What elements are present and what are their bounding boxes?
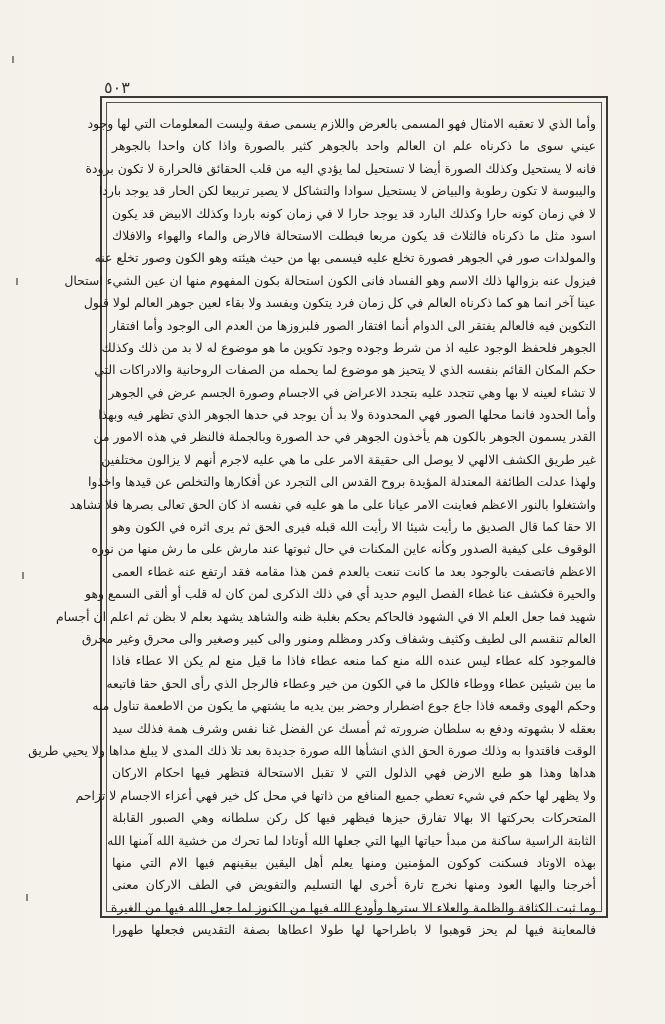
main-text-block <box>28 113 596 941</box>
text-line: ولهذا عدلت الطائفة المعتدلة المؤيدة بروح القدس الى التجرد عن أفكارها والتخلص عن قيدها واخذوا <box>87 474 596 490</box>
text-line: التكوين فيه فالعالم يفتقر الى الدوام أنما افتقار الصور فلبروزها من العدم الى الوجود وأما افتقار <box>110 317 596 333</box>
text-line: فانه لا يستحيل وكذلك الصورة أيضا لا تستحيل لما يؤدي اليه من قلب الحقائق فالحرارة لا تكون برودة <box>85 160 596 176</box>
text-line: الجوهر فلحفظ الوجود عليه اذ من شرط وجوده وجود تكوين ما هو موضوع له لا بد من ذلك وكذلك <box>101 339 596 355</box>
text-line: وحكم الهوى وقمعه فاذا جاع جوع اضطرار وحضر بين يديه ما يشتهي ما يكون من الاطعمة تناول منه <box>92 698 596 714</box>
text-line: فالمعاينة فيها لم يحز قوهبوا لا باطراحها لها طولا اعطاها بصفة التقديس فجعلها طهورا <box>112 922 596 938</box>
page-number: ٥٠٣ <box>104 78 130 97</box>
text-line: لا في زمان كونه حارا وكذلك البارد قد يوجد حارا لا في زمان كونه باردا وكذلك الابيض قد يكون <box>112 205 596 221</box>
text-line: شهيد فما جعل العلم الا في الشهود فالحاكم بحكم بغلبة ظنه والشاهد يشهد بعلم لا بظن ثم اعلم ان أجسام <box>55 608 596 624</box>
text-line: وما ثبت الكثافة والظلمة والعلاء الا سترها وأودع الله فيها من الكنوز لما جعل الله فيها من الغيرة <box>110 899 596 915</box>
text-line: لا تشاء لعينه لا بها وهي تتجدد عليه بتجدد الاعراض في الاجسام وصورة الجسم عرض في الجوهر <box>108 384 596 400</box>
text-line: فيزول عنه بزوالها ذلك الاسم وهو الفساد فانى الكون استحالة بكون المفهوم منها ان عين الشيء استحال <box>64 272 596 288</box>
text-line: الوقت فاقتدوا به وذلك صورة الحق الذي انشأها الله صورة جديدة بعد تلا ذلك المدى لا يبلغ مداها ولا يحيي طريق <box>28 742 596 758</box>
text-line: بهذه الاوتاد فسكنت كوكون المؤمنين ومنها يعلم أهل اليقين بيقينهم فيها الام التي منها <box>112 854 596 870</box>
text-line: وأما الذي لا تعقبه الامثال فهو المسمى بالعرض واللازم يسمى صفة وليست المعلومات التي لها وجود <box>87 116 596 131</box>
text-line: حكم المكان القائم بنفسه الذي لا يتحيز هو موضوع لما يحمله من الصفات الروحانية والادراكات التي <box>94 362 596 378</box>
margin-mark <box>16 278 18 285</box>
margin-mark <box>22 572 24 579</box>
text-line: الوقوف على كيفية الصدور وكأنه عاين المكنات في حال ثبوتها عند مارش على ما رش منها من نوره <box>91 541 596 557</box>
text-line: وأما الحدود فانما محلها الصور فهي المحدودة ولا بد أن يوجد في حدها الجوهر الذي تظهر فيه وبهذا <box>98 407 596 423</box>
text-line: عينا آخر انما هو كما ذكرناه العالم في كل زمان فرد يتكون ويفسد ولا بقاء لعين جوهر العالم لولا قبول <box>83 295 596 311</box>
text-line: الاعظم فاتصفت بالوجود بعد ما كانت تنعت بالعدم فمن هذا مقامه فقد ارتفع عنه غطاء العمى <box>112 563 596 579</box>
text-line: واليبوسة لا تكون رطوبة والبياض لا يستحيل سوادا والتشاكل لا يصير تربيعا لكن الحار قد يوجد باردا <box>98 183 596 199</box>
text-line: الا حقا كما قال الصديق ما رأيت شيئا الا رأيت الله قبله فيرى الحق ثم يرى اثره في الكون وهو <box>112 519 596 535</box>
text-line: ما بين شيئين عطاء ووطاء فالكل ما في الكون من خير وعطاء فالرجل الذي رأى الحق حقا فاتبعه <box>106 675 596 691</box>
margin-mark <box>26 894 28 901</box>
text-line: واشتغلوا بالنور الاعظم فعاينت الامر عيانا على ما هو عليه في نفسه اذ كان الحق تعالى بصرها فلا تشاهد <box>69 496 596 512</box>
text-line: اسود مثل ما ذكرناه فالثلاث قد يكون مربعا فبطلت الاستحالة فالارض والماء والهواء والافلاك <box>112 227 596 243</box>
text-line: ولا يظهر لها حكم في شيء تعطي جميع المنافع من ذاتها في محل كل خير فهي أعزاء الاجسام لا تزاحم <box>75 787 596 803</box>
text-line: أخرجنا واليها العود ومنها نخرج تارة أخرى لها التسليم والتفويض في الطف الاركان معنى <box>112 877 596 893</box>
text-line: بعقله لا بشهوته ودفع به سلطان ضرورته ثم أمسك عن الفضل غنا نفس وشرف همة فذلك سيد <box>112 720 596 736</box>
text-line: العالم تنقسم الى لطيف وكثيف وشفاف وكدر ومظلم ومنور والى كبير وصغير والى محرق وغير محرق <box>81 630 596 646</box>
text-line: القدر يسمون الجوهر بالكون هم يأخذون الجوهر في حد الصورة وبالجملة فالنظر في هذه الامور من <box>93 429 596 445</box>
text-line: عيني سوى ما ذكرناه علم ان العالم واحد بالجوهر كثير بالصورة واذا كان واحدا بالجوهر <box>112 138 596 154</box>
text-line: والمولدات صور في الجوهر فصورة تخلع عليه فيسمى بها من حيث هيئته وهو الكون وصور تخلع عنه <box>94 250 596 266</box>
text-line: فالموجود كله عطاء ليس عنده الله منع كما منعه عطاء فاذا ما قيل منع لم يكن الا عطاء فاذا <box>112 653 596 669</box>
text-line: والحيرة فكشف عنا غطاء الفصل اليوم حديد أي في ذلك الذكرى لمن كان له قلب أو ألقى السمع وهو <box>85 586 596 602</box>
text-line: المتحركات بحركتها الا بهالا تفارق حيزها فيظهر فيها كل ركن سلطانه وهي الصبور القابلة <box>112 810 596 826</box>
text-line: غير طريق الكشف الالهي لا يوصل الى حقيقة الامر على ما هي عليه لاجرم أنهم لا يزالون مختلفين <box>101 451 596 467</box>
margin-mark <box>12 56 14 63</box>
text-line: هداها وهذا هو طبع الارض فهي الذلول التي لا تقبل الاستحالة فتظهر فيها احكام الاركان <box>112 765 596 781</box>
text-line: الثابتة الراسية ساكنة من مبدأ حياتها اليها التي جعلها الله أوتادا لما تحرك من خشية الله آمنها الله <box>107 832 596 848</box>
